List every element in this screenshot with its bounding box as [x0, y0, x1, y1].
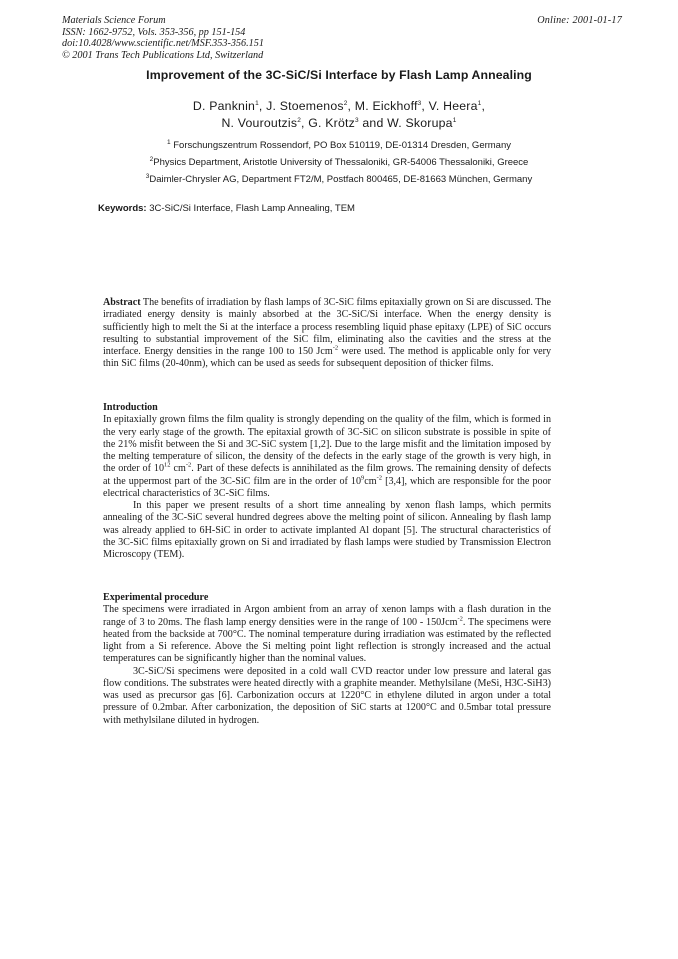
paper-title: Improvement of the 3C-SiC/Si Interface by Flash Lamp Annealing — [146, 68, 532, 82]
affiliation-1: $^1$ Forschungszentrum Rossendorf, PO Box 510119, DE-01314 Dresden, Germany — [166, 138, 512, 151]
issn-line: ISSN: 1662-9752, Vols. 353-356, pp 151-154 — [62, 26, 246, 38]
abstract-paragraph: Abstract The benefits of irradiation by flash lamps of 3C-SiC films epitaxially grown on Si are discussed. The irradiated energy density is mainly absorbed at the 3C-SiC/Si interface. When the energy density is sufficiently high to melt the Si at the interface a process resembling liquid phase epitaxy (LPE) of SiC occurs resulting to substantial improvement of the SiC film, eliminating also the cavities and the stress at the interface. Energy densities in the range 100 to 150 Jcm$^{-2}$ were used. The method is applicable only for very thin SiC films (20-40nm), which can be used as seeds for subsequent deposition of thicker films. — [103, 297, 551, 370]
introduction-paragraph-1: In epitaxially grown films the film quality is strongly depending on the quality of the film, which is formed in the very early stage of the growth. The epitaxial growth of 3C-SiC on silicon substrate is possible in spite of the 21% misfit between the Si and 3C-SiC system [1,2]. Due to the large misfit and the limitation imposed by the melting temperature of silicon, the density of the defects in the early stage of the growth is very high, in the order of $10^{12}$ $cm^{-2}$. Part of these defects is annihilated as the film grows. The remaining density of defects at the uppermost part of the 3C-SiC film are in the order of $10^9cm^{-2}$ [3,4], which are responsible for the poor electrical characteristics of 3C-SiC films. — [103, 414, 552, 499]
author-name: D. Panknin — [192, 99, 256, 113]
affiliation-3: $^3$Daimler-Chrysler AG, Department FT2/M, Postfach 800465, DE-81663 München, Germany — [145, 172, 533, 185]
introduction-paragraph-2: In this paper we present results of a short time annealing by xenon flash lamps, which permits annealing of the 3C-SiC several hundred degrees above the melting point of silicon. Annealing by flash lamp was already applied to 6H-SiC in order to activate implanted Al dopant [5]. The structural characteristics of the 3C-SiC films epitaxially grown on Si and irradiated by flash lamps were studied by Transmission Electron Microscopy (TEM). — [103, 500, 551, 560]
affiliation-2: $^2$Physics Department, Aristotle University of Thessaloniki, GR-54006 Thessaloniki, Greece — [149, 155, 529, 168]
author-name: N. Vouroutzis — [221, 116, 298, 130]
experimental-paragraph-1: The specimens were irradiated in Argon ambient from an array of xenon lamps with a flash duration in the range of 3 to 20ms. The flash lamp energy densities were in the range of 100 - 150Jcm$^{-2}$. The specimens were heated from the backside at 700°C. The nominal temperature during irradiation was estimated by the reflected light from a Si reference. Above the Si melting point light reflection is strongly increased and the actual temperatures can be significantly higher than the nominal values. — [103, 604, 551, 665]
author-name: , V. Heera — [421, 99, 478, 113]
experimental-paragraph-2: 3C-SiC/Si specimens were deposited in a cold wall CVD reactor under low pressure and lateral gas flow conditions. The substrates were heated directly with a graphite meander. Methylsilane (MeSi, H3C-SiH3) was used as precursor gas [6]. Carbonization occurs at 1220°C in ethylene diluted in argon under a total pressure of 0.2mbar. After carbonization, the deposition of SiC starts at 1200°C and 0.5mbar total pressure with methylsilane diluted in hydrogen. — [103, 665, 551, 726]
author-name: , G. Krötz — [301, 116, 355, 130]
keywords-text: 3C-SiC/Si Interface, Flash Lamp Annealing, TEM — [146, 203, 355, 214]
keywords-label: Keywords: — [98, 203, 147, 214]
doi-line[interactable]: doi:10.4028/www.scientific.net/MSF.353-356.151 — [62, 38, 264, 50]
copyright-line: © 2001 Trans Tech Publications Ltd, Switzerland — [62, 49, 264, 61]
abstract-section — [103, 297, 551, 371]
author-line-2: N. Vouroutzis$^2$, G. Krötz$^3$ and W. Skorupa$^1$ — [221, 116, 457, 130]
journal-name: Materials Science Forum — [62, 15, 166, 26]
author-name: and W. Skorupa — [358, 116, 453, 130]
introduction-heading: Introduction — [103, 402, 158, 413]
introduction-section — [103, 402, 551, 561]
keywords — [98, 203, 355, 214]
author-list — [0, 98, 678, 132]
author-name: , M. Eickhoff — [347, 99, 418, 113]
experimental-heading: Experimental procedure — [103, 592, 209, 603]
online-date: Online: 2001-01-17 — [537, 15, 622, 26]
page-header — [62, 15, 622, 61]
author-name: , J. Stoemenos — [258, 99, 344, 113]
affiliation-list — [0, 137, 678, 188]
author-line-1: D. Panknin$^1$, J. Stoemenos$^2$, M. Eickhoff$^3$, V. Heera$^1$, — [192, 99, 486, 113]
abstract-label: Abstract — [103, 297, 141, 308]
experimental-section — [103, 592, 551, 727]
